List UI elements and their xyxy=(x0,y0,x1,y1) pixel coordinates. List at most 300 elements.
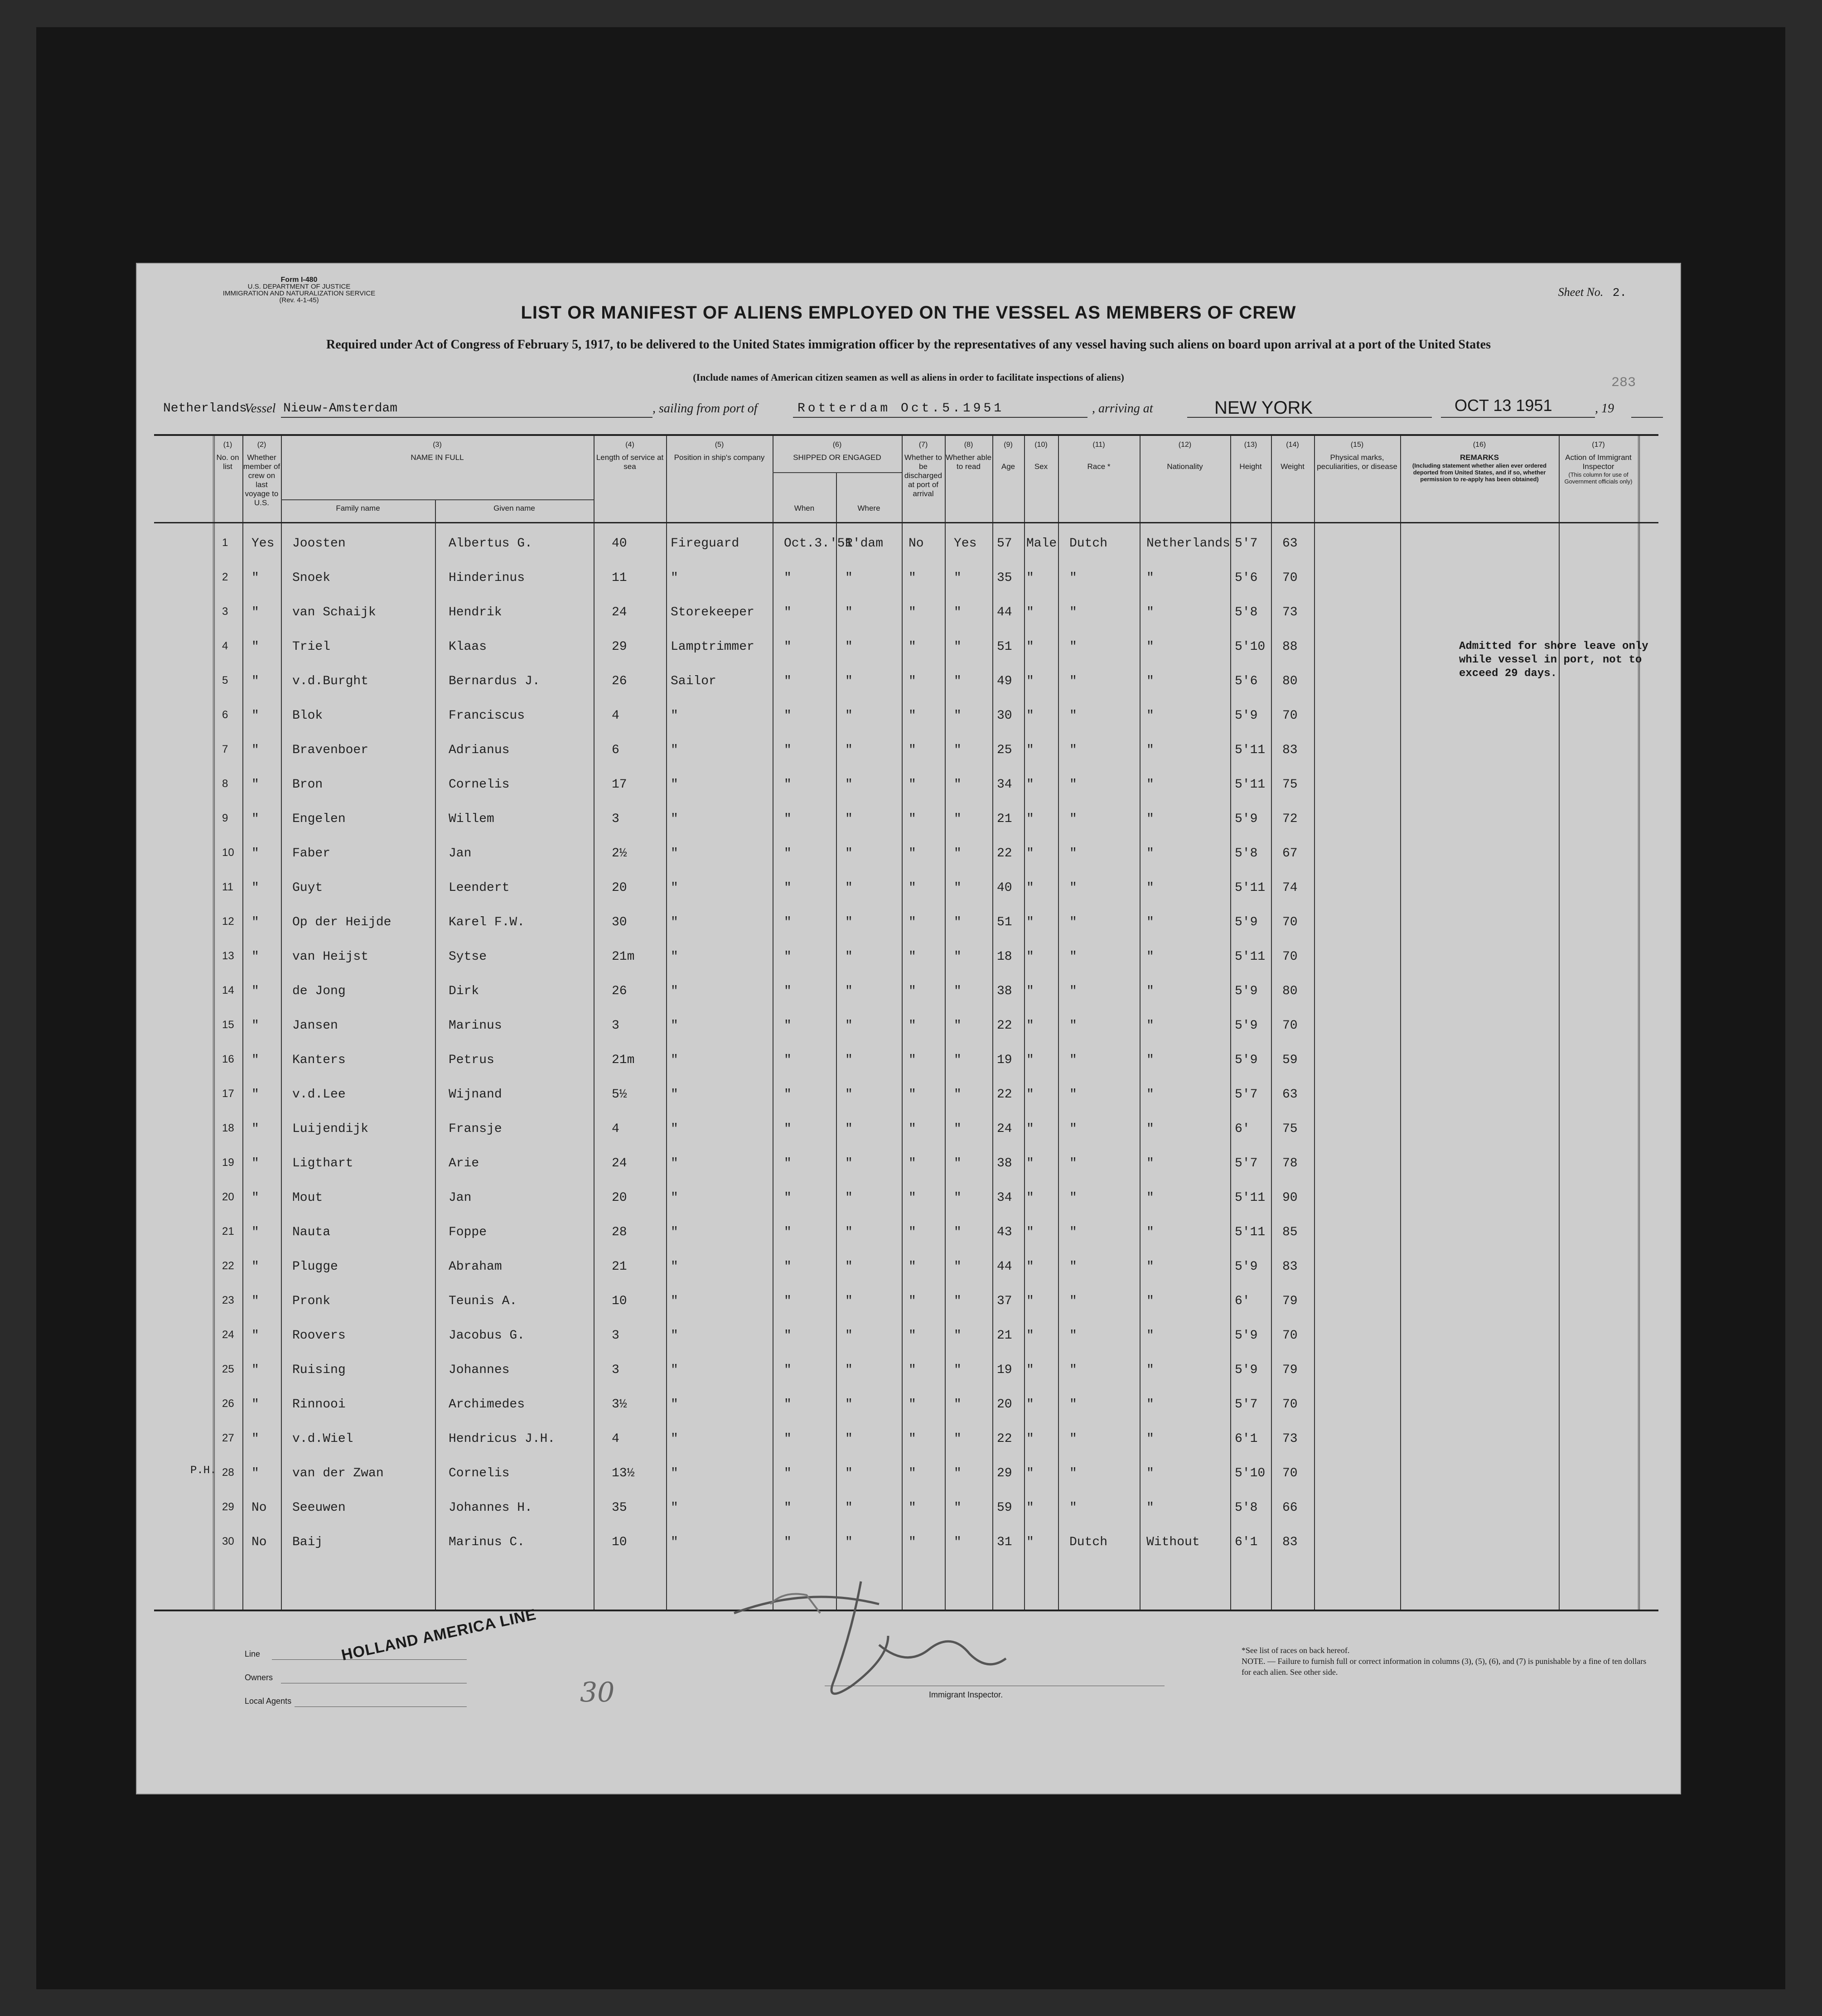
cell-sex: " xyxy=(1026,743,1034,757)
cell-shipped-when: " xyxy=(784,1019,792,1033)
cell-given-name: Franciscus xyxy=(449,709,525,723)
cell-crew-last-voyage: " xyxy=(251,881,259,895)
cell-length-of-service: 3 xyxy=(612,812,619,826)
cell-height: 5'9 xyxy=(1235,1053,1258,1067)
cell-length-of-service: 11 xyxy=(612,571,627,585)
cell-able-to-read: " xyxy=(954,778,962,792)
cell-nationality: " xyxy=(1146,605,1154,619)
cell-position: " xyxy=(671,709,678,723)
cell-shipped-when: " xyxy=(784,1329,792,1343)
cell-shipped-where: " xyxy=(845,1397,853,1412)
cell-height: 5'9 xyxy=(1235,1260,1258,1274)
cell-family-name: Bron xyxy=(292,778,323,792)
cell-able-to-read: " xyxy=(954,674,962,688)
cell-shipped-where: " xyxy=(845,846,853,861)
cell-height: 5'11 xyxy=(1235,1225,1266,1239)
cell-weight: 75 xyxy=(1282,778,1298,792)
cell-discharged: " xyxy=(909,881,916,895)
cell-given-name: Willem xyxy=(449,812,494,826)
cell-position: Fireguard xyxy=(671,537,739,551)
cell-length-of-service: 28 xyxy=(612,1225,627,1239)
cell-shipped-where: " xyxy=(845,1122,853,1136)
cell-row-number: 27 xyxy=(222,1432,234,1444)
cell-row-number: 28 xyxy=(222,1466,234,1479)
cell-shipped-when: " xyxy=(784,1088,792,1102)
cell-crew-last-voyage: " xyxy=(251,812,259,826)
cell-sex: " xyxy=(1026,1535,1034,1549)
cell-nationality: " xyxy=(1146,1432,1154,1446)
cell-height: 5'7 xyxy=(1235,1397,1258,1412)
cell-race: " xyxy=(1069,1329,1077,1343)
cell-length-of-service: 21m xyxy=(612,950,635,964)
cell-discharged: " xyxy=(909,1260,916,1274)
cell-able-to-read: " xyxy=(954,1156,962,1170)
immigrant-inspector-label: Immigrant Inspector. xyxy=(929,1690,1003,1699)
cell-length-of-service: 24 xyxy=(612,1156,627,1170)
cell-family-name: Ligthart xyxy=(292,1156,353,1170)
cell-row-number: 5 xyxy=(222,674,228,687)
cell-position: " xyxy=(671,1191,678,1205)
cell-height: 5'10 xyxy=(1235,1466,1266,1480)
cell-family-name: v.d.Wiel xyxy=(292,1432,353,1446)
cell-height: 5'7 xyxy=(1235,1156,1258,1170)
cell-nationality: " xyxy=(1146,743,1154,757)
cell-position: " xyxy=(671,1432,678,1446)
cell-length-of-service: 21 xyxy=(612,1260,627,1274)
cell-age: 21 xyxy=(997,1329,1012,1343)
cell-given-name: Leendert xyxy=(449,881,510,895)
cell-height: 5'9 xyxy=(1235,1363,1258,1377)
cell-row-number: 15 xyxy=(222,1019,234,1031)
header-remarks: (16) REMARKS (Including statement whether alien ever ordered deported from United States, and if so, whether permission to re-apply has been obtained) xyxy=(1412,441,1547,483)
cell-age: 20 xyxy=(997,1397,1012,1412)
cell-sex: " xyxy=(1026,674,1034,688)
department: U.S. DEPARTMENT OF JUSTICE xyxy=(247,283,351,290)
cell-shipped-where: " xyxy=(845,950,853,964)
cell-age: 44 xyxy=(997,1260,1012,1274)
cell-family-name: Roovers xyxy=(292,1329,346,1343)
cell-crew-last-voyage: " xyxy=(251,915,259,929)
cell-given-name: Marinus xyxy=(449,1019,502,1033)
cell-family-name: de Jong xyxy=(292,984,346,998)
cell-able-to-read: " xyxy=(954,605,962,619)
cell-row-number: 23 xyxy=(222,1294,234,1306)
cell-shipped-when: " xyxy=(784,1501,792,1515)
cell-row-number: 29 xyxy=(222,1501,234,1513)
cell-family-name: Joosten xyxy=(292,537,346,551)
cell-crew-last-voyage: Yes xyxy=(251,537,275,551)
year-label: , 19 xyxy=(1595,401,1614,416)
cell-shipped-where: " xyxy=(845,1294,853,1308)
cell-race: " xyxy=(1069,1191,1077,1205)
cell-given-name: Fransje xyxy=(449,1122,502,1136)
header-position: (5) Position in ship's company xyxy=(674,441,765,462)
cell-crew-last-voyage: " xyxy=(251,950,259,964)
header-length-of-service: (4) Length of service at sea xyxy=(596,441,664,471)
cell-nationality: " xyxy=(1146,1397,1154,1412)
cell-shipped-where: " xyxy=(845,1019,853,1033)
cell-crew-last-voyage: " xyxy=(251,605,259,619)
cell-able-to-read: Yes xyxy=(954,537,977,551)
cell-shipped-where: " xyxy=(845,674,853,688)
cell-sex: " xyxy=(1026,1501,1034,1515)
cell-length-of-service: 26 xyxy=(612,674,627,688)
cell-crew-last-voyage: " xyxy=(251,1088,259,1102)
cell-family-name: Plugge xyxy=(292,1260,338,1274)
cell-weight: 74 xyxy=(1282,881,1298,895)
cell-position: " xyxy=(671,1088,678,1102)
cell-sex: " xyxy=(1026,605,1034,619)
cell-family-name: Seeuwen xyxy=(292,1501,346,1515)
cell-shipped-when: " xyxy=(784,950,792,964)
cell-weight: 83 xyxy=(1282,743,1298,757)
cell-age: 49 xyxy=(997,674,1012,688)
cell-length-of-service: 3 xyxy=(612,1019,619,1033)
cell-race: " xyxy=(1069,1397,1077,1412)
cell-given-name: Klaas xyxy=(449,640,487,654)
cell-race: " xyxy=(1069,881,1077,895)
cell-nationality: " xyxy=(1146,1122,1154,1136)
cell-length-of-service: 4 xyxy=(612,709,619,723)
cell-row-number: 11 xyxy=(222,881,233,893)
manifest-document xyxy=(136,263,1681,1794)
cell-family-name: v.d.Lee xyxy=(292,1088,346,1102)
vessel-name: Nieuw-Amsterdam xyxy=(283,401,398,416)
cell-shipped-when: " xyxy=(784,1122,792,1136)
cell-race: " xyxy=(1069,571,1077,585)
cell-weight: 70 xyxy=(1282,950,1298,964)
cell-nationality: " xyxy=(1146,1053,1154,1067)
cell-age: 22 xyxy=(997,1019,1012,1033)
vessel-flag: Netherlands xyxy=(163,401,247,416)
cell-crew-last-voyage: " xyxy=(251,1466,259,1480)
cell-sex: " xyxy=(1026,1466,1034,1480)
cell-given-name: Hinderinus xyxy=(449,571,525,585)
cell-age: 34 xyxy=(997,1191,1012,1205)
cell-race: " xyxy=(1069,674,1077,688)
cell-position: " xyxy=(671,1397,678,1412)
cell-given-name: Marinus C. xyxy=(449,1535,525,1549)
cell-sex: " xyxy=(1026,1432,1034,1446)
cell-position: " xyxy=(671,1053,678,1067)
cell-shipped-when: " xyxy=(784,915,792,929)
cell-race: " xyxy=(1069,1088,1077,1102)
page-title: LIST OR MANIFEST OF ALIENS EMPLOYED ON THE VESSEL AS MEMBERS OF CREW xyxy=(521,303,1296,323)
cell-height: 5'11 xyxy=(1235,881,1266,895)
cell-sex: " xyxy=(1026,1019,1034,1033)
cell-family-name: Guyt xyxy=(292,881,323,895)
cell-row-number: 19 xyxy=(222,1156,234,1169)
cell-position: " xyxy=(671,812,678,826)
cell-shipped-where: " xyxy=(845,743,853,757)
cell-able-to-read: " xyxy=(954,1535,962,1549)
cell-height: 5'6 xyxy=(1235,674,1258,688)
cell-length-of-service: 13½ xyxy=(612,1466,635,1480)
cell-nationality: " xyxy=(1146,846,1154,861)
cell-given-name: Jan xyxy=(449,1191,472,1205)
cell-shipped-when: " xyxy=(784,605,792,619)
cell-weight: 63 xyxy=(1282,1088,1298,1102)
cell-discharged: " xyxy=(909,778,916,792)
cell-height: 6'1 xyxy=(1235,1432,1258,1446)
cell-given-name: Cornelis xyxy=(449,778,510,792)
cell-race: " xyxy=(1069,812,1077,826)
cell-position: " xyxy=(671,1260,678,1274)
cell-family-name: Kanters xyxy=(292,1053,346,1067)
cell-sex: " xyxy=(1026,881,1034,895)
cell-height: 5'11 xyxy=(1235,950,1266,964)
cell-given-name: Dirk xyxy=(449,984,479,998)
cell-sex: " xyxy=(1026,1191,1034,1205)
cell-crew-last-voyage: " xyxy=(251,984,259,998)
cell-weight: 80 xyxy=(1282,674,1298,688)
cell-race: Dutch xyxy=(1069,537,1108,551)
cell-age: 25 xyxy=(997,743,1012,757)
cell-race: " xyxy=(1069,1122,1077,1136)
cell-age: 29 xyxy=(997,1466,1012,1480)
cell-position: Sailor xyxy=(671,674,716,688)
cell-shipped-when: " xyxy=(784,709,792,723)
cell-position: " xyxy=(671,915,678,929)
header-name-in-full: (3) NAME IN FULL xyxy=(411,441,464,462)
cell-position: " xyxy=(671,1122,678,1136)
cell-length-of-service: 4 xyxy=(612,1122,619,1136)
cell-shipped-where: " xyxy=(845,1191,853,1205)
cell-discharged: " xyxy=(909,1019,916,1033)
cell-family-name: Luijendijk xyxy=(292,1122,369,1136)
cell-sex: " xyxy=(1026,778,1034,792)
cell-length-of-service: 3½ xyxy=(612,1397,627,1412)
cell-row-number: 2 xyxy=(222,571,228,583)
cell-row-number: 26 xyxy=(222,1397,234,1410)
cell-family-name: Faber xyxy=(292,846,331,861)
cell-weight: 83 xyxy=(1282,1260,1298,1274)
cell-weight: 73 xyxy=(1282,605,1298,619)
cell-weight: 70 xyxy=(1282,709,1298,723)
cell-shipped-where: " xyxy=(845,1535,853,1549)
cell-able-to-read: " xyxy=(954,915,962,929)
cell-crew-last-voyage: " xyxy=(251,1053,259,1067)
cell-height: 5'10 xyxy=(1235,640,1266,654)
cell-nationality: " xyxy=(1146,674,1154,688)
cell-length-of-service: 3 xyxy=(612,1329,619,1343)
cell-nationality: " xyxy=(1146,1466,1154,1480)
cell-position: " xyxy=(671,1225,678,1239)
cell-row-number: 20 xyxy=(222,1191,234,1203)
cell-length-of-service: 24 xyxy=(612,605,627,619)
cell-crew-last-voyage: " xyxy=(251,778,259,792)
cell-discharged: " xyxy=(909,1397,916,1412)
cell-age: 35 xyxy=(997,571,1012,585)
cell-given-name: Teunis A. xyxy=(449,1294,517,1308)
cell-row-number: 10 xyxy=(222,846,234,859)
cell-row-number: 6 xyxy=(222,709,228,721)
cell-able-to-read: " xyxy=(954,709,962,723)
cell-discharged: " xyxy=(909,1088,916,1102)
cell-row-number: 22 xyxy=(222,1260,234,1272)
remarks-note: Admitted for shore leave only while vessel in port, not to exceed 29 days. xyxy=(1459,640,1648,680)
cell-height: 5'7 xyxy=(1235,1088,1258,1102)
cell-row-number: 24 xyxy=(222,1329,234,1341)
cell-shipped-where: R'dam xyxy=(845,537,884,551)
cell-family-name: Rinnooi xyxy=(292,1397,346,1412)
cell-length-of-service: 4 xyxy=(612,1432,619,1446)
cell-shipped-where: " xyxy=(845,984,853,998)
header-when: When xyxy=(794,504,815,512)
cell-age: 19 xyxy=(997,1053,1012,1067)
cell-height: 5'9 xyxy=(1235,1329,1258,1343)
cell-weight: 70 xyxy=(1282,1397,1298,1412)
cell-length-of-service: 17 xyxy=(612,778,627,792)
cell-length-of-service: 3 xyxy=(612,1363,619,1377)
cell-age: 30 xyxy=(997,709,1012,723)
cell-weight: 63 xyxy=(1282,537,1298,551)
cell-sex: " xyxy=(1026,846,1034,861)
cell-family-name: Blok xyxy=(292,709,323,723)
form-number: Form I-480 xyxy=(280,276,318,284)
cell-crew-last-voyage: " xyxy=(251,1191,259,1205)
cell-age: 51 xyxy=(997,640,1012,654)
cell-age: 19 xyxy=(997,1363,1012,1377)
cell-height: 5'11 xyxy=(1235,778,1266,792)
cell-weight: 79 xyxy=(1282,1363,1298,1377)
cell-discharged: " xyxy=(909,605,916,619)
cell-length-of-service: 29 xyxy=(612,640,627,654)
cell-age: 22 xyxy=(997,846,1012,861)
cell-family-name: v.d.Burght xyxy=(292,674,369,688)
cell-race: Dutch xyxy=(1069,1535,1108,1549)
cell-row-number: 13 xyxy=(222,950,234,962)
cell-sex: " xyxy=(1026,1053,1034,1067)
cell-position: " xyxy=(671,1501,678,1515)
cell-row-number: 18 xyxy=(222,1122,234,1134)
cell-given-name: Adrianus xyxy=(449,743,510,757)
cell-shipped-when: " xyxy=(784,881,792,895)
cell-family-name: Triel xyxy=(292,640,331,654)
cell-discharged: " xyxy=(909,812,916,826)
cell-race: " xyxy=(1069,1019,1077,1033)
cell-position: " xyxy=(671,881,678,895)
cell-crew-last-voyage: " xyxy=(251,743,259,757)
cell-length-of-service: 10 xyxy=(612,1535,627,1549)
subtitle: Required under Act of Congress of February 5, 1917, to be delivered to the United States immigration officer by the representatives of any vessel having such aliens on board upon arrival at a port of the United States xyxy=(326,338,1491,352)
cell-given-name: Johannes xyxy=(449,1363,510,1377)
cell-row-number: 1 xyxy=(222,537,228,549)
cell-height: 5'9 xyxy=(1235,915,1258,929)
cell-shipped-when: " xyxy=(784,1156,792,1170)
header-crew-last-voyage: (2) Whether member of crew on last voyage to U.S. xyxy=(243,441,280,507)
cell-given-name: Johannes H. xyxy=(449,1501,532,1515)
cell-nationality: " xyxy=(1146,915,1154,929)
cell-nationality: " xyxy=(1146,984,1154,998)
footer-line-label: Line xyxy=(245,1649,261,1658)
cell-discharged: " xyxy=(909,1466,916,1480)
cell-height: 5'9 xyxy=(1235,1019,1258,1033)
cell-age: 40 xyxy=(997,881,1012,895)
cell-sex: " xyxy=(1026,812,1034,826)
cell-race: " xyxy=(1069,1260,1077,1274)
cell-age: 38 xyxy=(997,984,1012,998)
cell-family-name: van Schaijk xyxy=(292,605,376,619)
handwritten-count: 30 xyxy=(580,1677,615,1708)
arrival-date-stamp: OCT 13 1951 xyxy=(1455,396,1552,415)
cell-position: " xyxy=(671,571,678,585)
cell-length-of-service: 35 xyxy=(612,1501,627,1515)
cell-sex: " xyxy=(1026,1122,1034,1136)
cell-sex: " xyxy=(1026,571,1034,585)
cell-race: " xyxy=(1069,846,1077,861)
cell-family-name: Ruising xyxy=(292,1363,346,1377)
header-sex: (10) Sex xyxy=(1034,441,1048,471)
cell-shipped-where: " xyxy=(845,709,853,723)
cell-shipped-when: " xyxy=(784,1053,792,1067)
cell-able-to-read: " xyxy=(954,846,962,861)
arrival-port: NEW YORK xyxy=(1214,398,1313,418)
cell-family-name: Pronk xyxy=(292,1294,331,1308)
cell-crew-last-voyage: No xyxy=(251,1535,267,1549)
cell-shipped-where: " xyxy=(845,812,853,826)
cell-given-name: Petrus xyxy=(449,1053,494,1067)
cell-able-to-read: " xyxy=(954,1053,962,1067)
cell-sex: " xyxy=(1026,709,1034,723)
cell-position: " xyxy=(671,1535,678,1549)
cell-given-name: Arie xyxy=(449,1156,479,1170)
cell-shipped-when: " xyxy=(784,812,792,826)
cell-nationality: " xyxy=(1146,1260,1154,1274)
cell-nationality: " xyxy=(1146,812,1154,826)
revision: (Rev. 4-1-45) xyxy=(279,296,319,304)
cell-shipped-when: " xyxy=(784,1225,792,1239)
cell-position: " xyxy=(671,1466,678,1480)
cell-weight: 70 xyxy=(1282,1466,1298,1480)
cell-nationality: " xyxy=(1146,1191,1154,1205)
cell-age: 24 xyxy=(997,1122,1012,1136)
cell-age: 34 xyxy=(997,778,1012,792)
cell-weight: 83 xyxy=(1282,1535,1298,1549)
cell-weight: 70 xyxy=(1282,1329,1298,1343)
cell-discharged: " xyxy=(909,1329,916,1343)
cell-age: 57 xyxy=(997,537,1012,551)
cell-crew-last-voyage: " xyxy=(251,1294,259,1308)
cell-row-number: 30 xyxy=(222,1535,234,1547)
cell-given-name: Jan xyxy=(449,846,472,861)
cell-sex: " xyxy=(1026,950,1034,964)
cell-sex: " xyxy=(1026,915,1034,929)
cell-race: " xyxy=(1069,984,1077,998)
cell-crew-last-voyage: " xyxy=(251,1225,259,1239)
cell-position: " xyxy=(671,1363,678,1377)
cell-length-of-service: 26 xyxy=(612,984,627,998)
cell-able-to-read: " xyxy=(954,1191,962,1205)
cell-height: 6' xyxy=(1235,1122,1250,1136)
crew-table xyxy=(154,434,1658,1611)
cell-discharged: " xyxy=(909,846,916,861)
vessel-label: Vessel xyxy=(245,401,276,416)
cell-height: 5'11 xyxy=(1235,743,1266,757)
subtitle-note: (Include names of American citizen seamen as well as aliens in order to facilitate inspections of aliens) xyxy=(693,372,1124,383)
cell-position: " xyxy=(671,1156,678,1170)
header-height: (13) Height xyxy=(1239,441,1262,471)
cell-height: 5'9 xyxy=(1235,984,1258,998)
cell-age: 59 xyxy=(997,1501,1012,1515)
cell-weight: 72 xyxy=(1282,812,1298,826)
cell-row-number: 12 xyxy=(222,915,234,928)
cell-height: 6'1 xyxy=(1235,1535,1258,1549)
cell-shipped-when: " xyxy=(784,778,792,792)
cell-age: 38 xyxy=(997,1156,1012,1170)
cell-nationality: " xyxy=(1146,881,1154,895)
cell-age: 22 xyxy=(997,1432,1012,1446)
